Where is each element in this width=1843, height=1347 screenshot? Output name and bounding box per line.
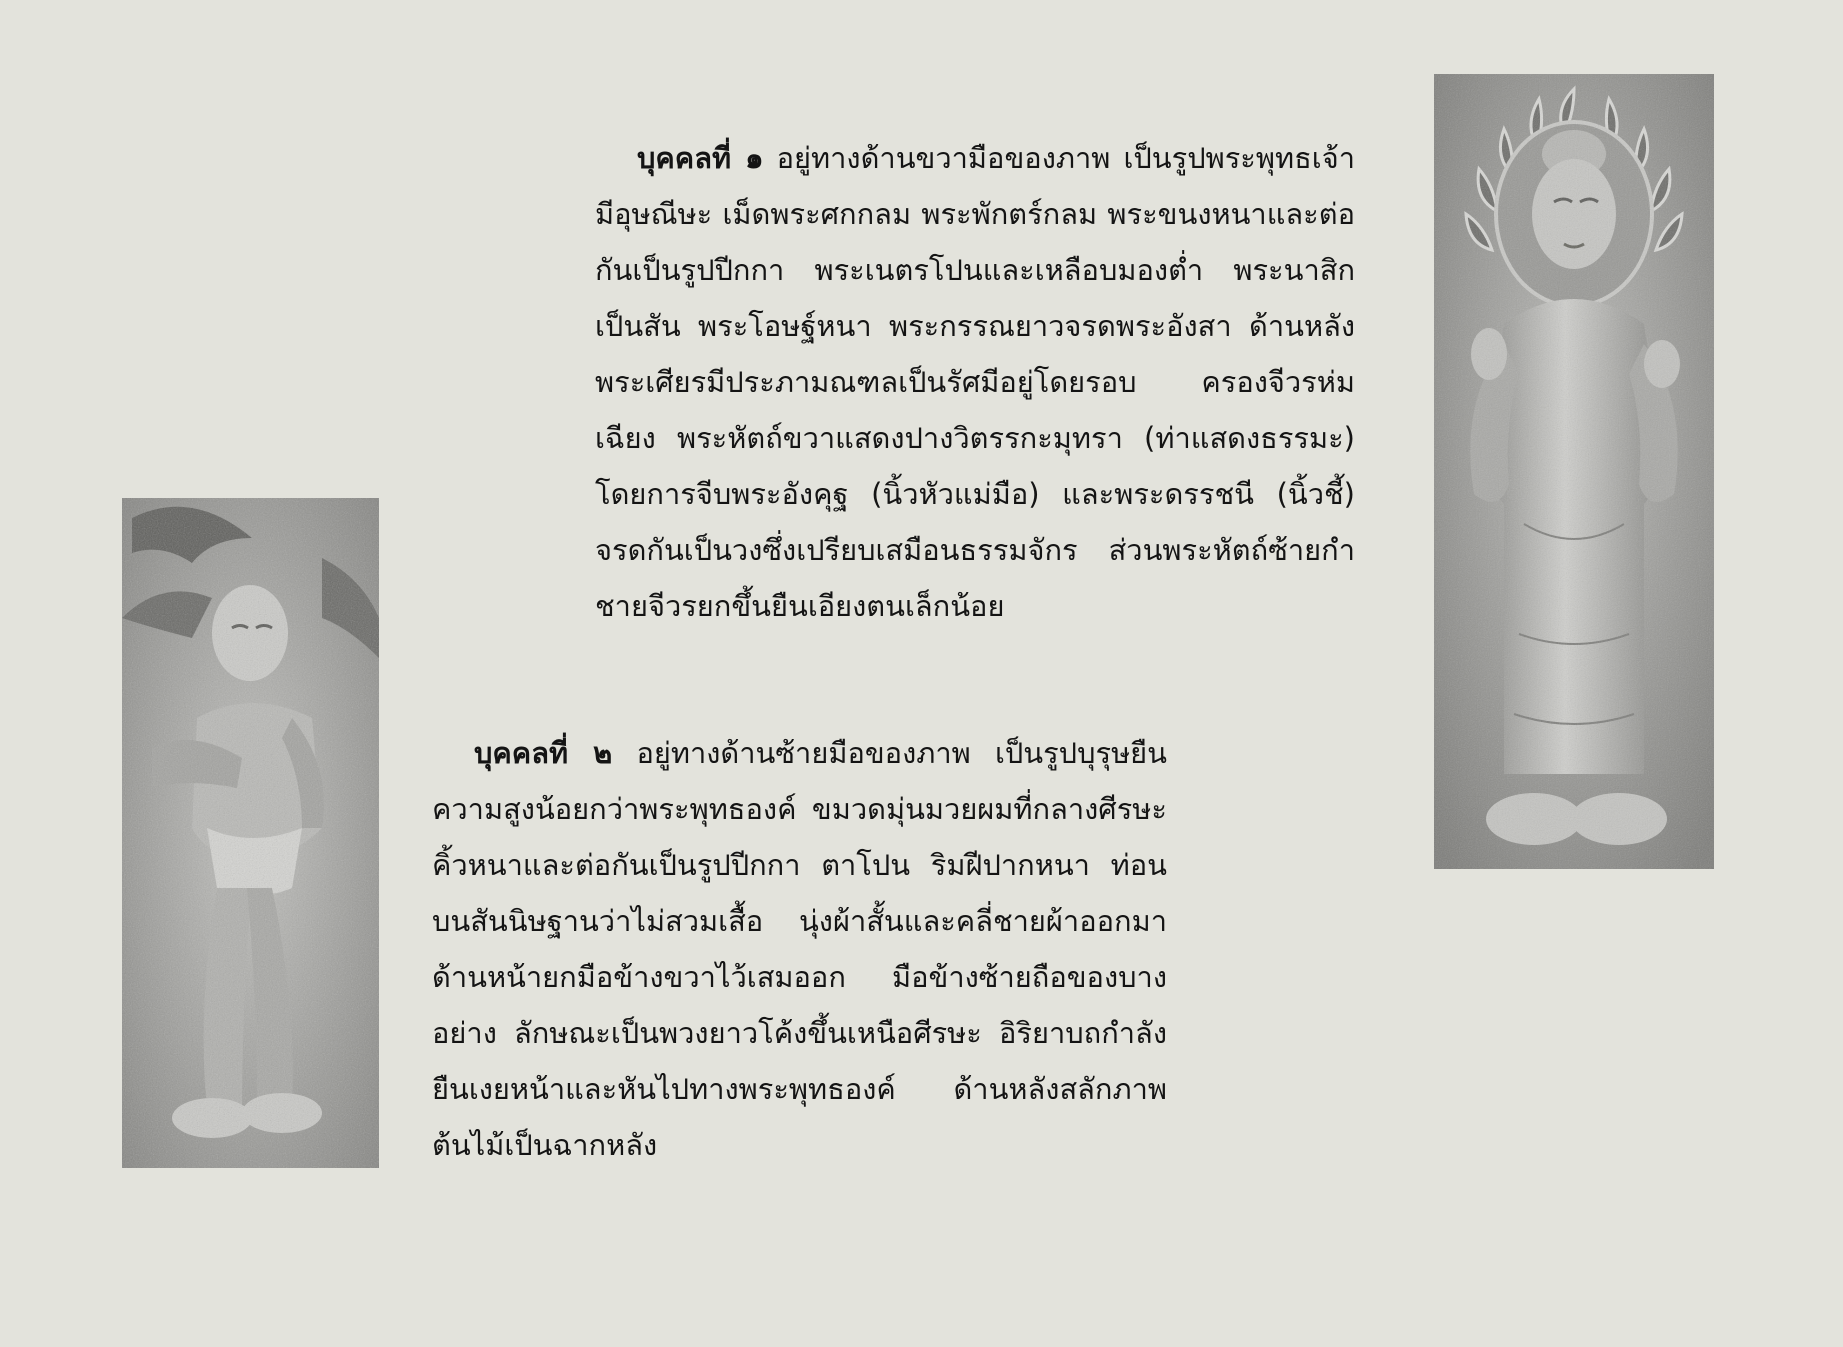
paragraph-figure-2 bbox=[432, 725, 1167, 1173]
paragraph-1-lead: บุคคลที่ ๑ bbox=[637, 141, 764, 175]
man-relief-photo bbox=[122, 498, 379, 1168]
buddha-relief-image bbox=[1434, 74, 1714, 869]
paragraph-figure-1 bbox=[595, 130, 1355, 634]
paragraph-2-lead: บุคคลที่ ๒ bbox=[474, 736, 613, 770]
man-relief-image bbox=[122, 498, 379, 1168]
paragraph-1-text: อยู่ทางด้านขวามือของภาพ เป็นรูปพระพุทธเจ้ามีอุษณีษะ เม็ดพระศกกลม พระพักตร์กลม พระขนงหนาและต่อกันเป็นรูปปีกกา พระเนตรโปนและเหลือบมองต่ำ พระนาสิกเป็นสัน พระโอษฐ์หนา พระกรรณยาวจรดพระอังสา ด้านหลังพระเศียรมีประภามณฑลเป็นรัศมีอยู่โดยรอบ ครองจีวรห่มเฉียง พระหัตถ์ขวาแสดงปางวิตรรกะมุทรา (ท่าแสดงธรรมะ) โดยการจีบพระอังคุฐ (นิ้วหัวแม่มือ) และพระดรรชนี (นิ้วชี้) จรดกันเป็นวงซึ่งเปรียบเสมือนธรรมจักร ส่วนพระหัตถ์ซ้ายกำชายจีวรยกขึ้นยืนเอียงตนเล็กน้อย bbox=[595, 141, 1355, 623]
buddha-relief-photo bbox=[1434, 74, 1714, 869]
paragraph-2-text: อยู่ทางด้านซ้ายมือของภาพ เป็นรูปบุรุษยืนความสูงน้อยกว่าพระพุทธองค์ ขมวดมุ่นมวยผมที่กลางศีรษะคิ้วหนาและต่อกันเป็นรูปปีกกา ตาโปน ริมฝีปากหนา ท่อนบนสันนิษฐานว่าไม่สวมเสื้อ นุ่งผ้าสั้นและคลี่ชายผ้าออกมาด้านหน้ายกมือข้างขวาไว้เสมออก มือข้างซ้ายถือของบางอย่าง ลักษณะเป็นพวงยาวโค้งขึ้นเหนือศีรษะ อิริยาบถกำลังยืนเงยหน้าและหันไปทางพระพุทธองค์ ด้านหลังสลักภาพต้นไม้เป็นฉากหลัง bbox=[432, 736, 1167, 1162]
